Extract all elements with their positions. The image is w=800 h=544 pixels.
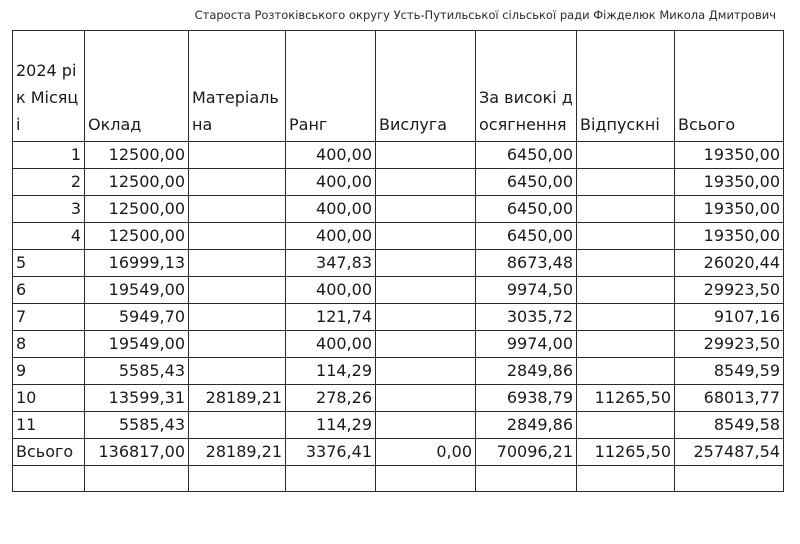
table-row [13, 304, 784, 331]
cell-achievements: 6938,79 [476, 385, 577, 412]
header-row [13, 31, 784, 142]
cell-seniority [376, 142, 476, 169]
table-row [13, 277, 784, 304]
cell-month: 9 [13, 358, 85, 385]
cell-material: 28189,21 [189, 385, 286, 412]
empty-cell [675, 466, 784, 492]
empty-cell [286, 466, 376, 492]
cell-achievements: 2849,86 [476, 358, 577, 385]
cell-total: 8549,58 [675, 412, 784, 439]
cell-achievements: 3035,72 [476, 304, 577, 331]
table-row [13, 412, 784, 439]
cell-total: 19350,00 [675, 142, 784, 169]
cell-month: 2 [13, 169, 85, 196]
cell-vacation [577, 412, 675, 439]
total-seniority: 0,00 [376, 439, 476, 466]
cell-rank: 400,00 [286, 331, 376, 358]
cell-month: 6 [13, 277, 85, 304]
cell-rank: 400,00 [286, 169, 376, 196]
cell-total: 29923,50 [675, 277, 784, 304]
cell-month: 4 [13, 223, 85, 250]
totals-row [13, 439, 784, 466]
cell-seniority [376, 169, 476, 196]
cell-vacation [577, 169, 675, 196]
table-row [13, 385, 784, 412]
cell-material [189, 169, 286, 196]
empty-cell [476, 466, 577, 492]
cell-month: 3 [13, 196, 85, 223]
cell-material [189, 223, 286, 250]
cell-vacation [577, 250, 675, 277]
header-rank: Ранг [286, 31, 376, 142]
empty-cell [376, 466, 476, 492]
cell-salary: 13599,31 [85, 385, 189, 412]
cell-rank: 400,00 [286, 142, 376, 169]
header-seniority: Вислуга [376, 31, 476, 142]
empty-cell [189, 466, 286, 492]
table-row [13, 250, 784, 277]
cell-total: 26020,44 [675, 250, 784, 277]
table-row [13, 142, 784, 169]
total-salary: 136817,00 [85, 439, 189, 466]
cell-vacation [577, 196, 675, 223]
cell-material [189, 250, 286, 277]
cell-achievements: 8673,48 [476, 250, 577, 277]
table-row [13, 223, 784, 250]
cell-month: 7 [13, 304, 85, 331]
cell-vacation [577, 304, 675, 331]
header-material: Матеріальна [189, 31, 286, 142]
empty-cell [85, 466, 189, 492]
cell-total: 19350,00 [675, 169, 784, 196]
table-row [13, 331, 784, 358]
table-row [13, 169, 784, 196]
total-vacation: 11265,50 [577, 439, 675, 466]
cell-achievements: 6450,00 [476, 223, 577, 250]
cell-total: 19350,00 [675, 223, 784, 250]
cell-rank: 121,74 [286, 304, 376, 331]
cell-salary: 12500,00 [85, 142, 189, 169]
cell-total: 19350,00 [675, 196, 784, 223]
cell-month: 10 [13, 385, 85, 412]
cell-salary: 16999,13 [85, 250, 189, 277]
cell-material [189, 358, 286, 385]
total-material: 28189,21 [189, 439, 286, 466]
cell-salary: 19549,00 [85, 331, 189, 358]
totals-label: Всього [13, 439, 85, 466]
cell-material [189, 196, 286, 223]
cell-vacation [577, 358, 675, 385]
cell-material [189, 304, 286, 331]
table-row [13, 196, 784, 223]
cell-seniority [376, 412, 476, 439]
cell-achievements: 2849,86 [476, 412, 577, 439]
cell-month: 8 [13, 331, 85, 358]
cell-salary: 5585,43 [85, 358, 189, 385]
cell-rank: 114,29 [286, 358, 376, 385]
cell-material [189, 331, 286, 358]
cell-rank: 400,00 [286, 196, 376, 223]
cell-seniority [376, 385, 476, 412]
empty-cell [13, 466, 85, 492]
empty-cell [577, 466, 675, 492]
cell-total: 29923,50 [675, 331, 784, 358]
cell-seniority [376, 196, 476, 223]
header-salary: Оклад [85, 31, 189, 142]
header-month: 2024 рік Місяці [13, 31, 85, 142]
cell-seniority [376, 331, 476, 358]
cell-vacation [577, 223, 675, 250]
cell-achievements: 6450,00 [476, 169, 577, 196]
cell-month: 1 [13, 142, 85, 169]
cell-achievements: 9974,00 [476, 331, 577, 358]
header-achievements: За високі досягнення [476, 31, 577, 142]
cell-total: 68013,77 [675, 385, 784, 412]
cell-month: 5 [13, 250, 85, 277]
cell-salary: 5949,70 [85, 304, 189, 331]
table-row [13, 358, 784, 385]
cell-seniority [376, 277, 476, 304]
cell-vacation [577, 277, 675, 304]
total-total: 257487,54 [675, 439, 784, 466]
cell-material [189, 412, 286, 439]
cell-rank: 278,26 [286, 385, 376, 412]
cell-material [189, 142, 286, 169]
header-total: Всього [675, 31, 784, 142]
cell-achievements: 6450,00 [476, 196, 577, 223]
cell-vacation: 11265,50 [577, 385, 675, 412]
cell-seniority [376, 304, 476, 331]
cell-rank: 400,00 [286, 223, 376, 250]
cell-month: 11 [13, 412, 85, 439]
header-vacation: Відпускні [577, 31, 675, 142]
cell-achievements: 6450,00 [476, 142, 577, 169]
cell-vacation [577, 331, 675, 358]
cell-salary: 12500,00 [85, 196, 189, 223]
salary-table [12, 30, 784, 492]
cell-salary: 12500,00 [85, 169, 189, 196]
total-achievements: 70096,21 [476, 439, 577, 466]
cell-seniority [376, 358, 476, 385]
cell-achievements: 9974,50 [476, 277, 577, 304]
cell-rank: 400,00 [286, 277, 376, 304]
cell-vacation [577, 142, 675, 169]
cell-seniority [376, 250, 476, 277]
cell-rank: 114,29 [286, 412, 376, 439]
cell-salary: 5585,43 [85, 412, 189, 439]
cell-material [189, 277, 286, 304]
cell-salary: 12500,00 [85, 223, 189, 250]
document-caption: Староста Розтоківського округу Усть-Путильської сільської ради Фіжделюк Микола Дмитрович [194, 8, 776, 22]
empty-row [13, 466, 784, 492]
cell-salary: 19549,00 [85, 277, 189, 304]
cell-seniority [376, 223, 476, 250]
total-rank: 3376,41 [286, 439, 376, 466]
cell-rank: 347,83 [286, 250, 376, 277]
cell-total: 9107,16 [675, 304, 784, 331]
cell-total: 8549,59 [675, 358, 784, 385]
